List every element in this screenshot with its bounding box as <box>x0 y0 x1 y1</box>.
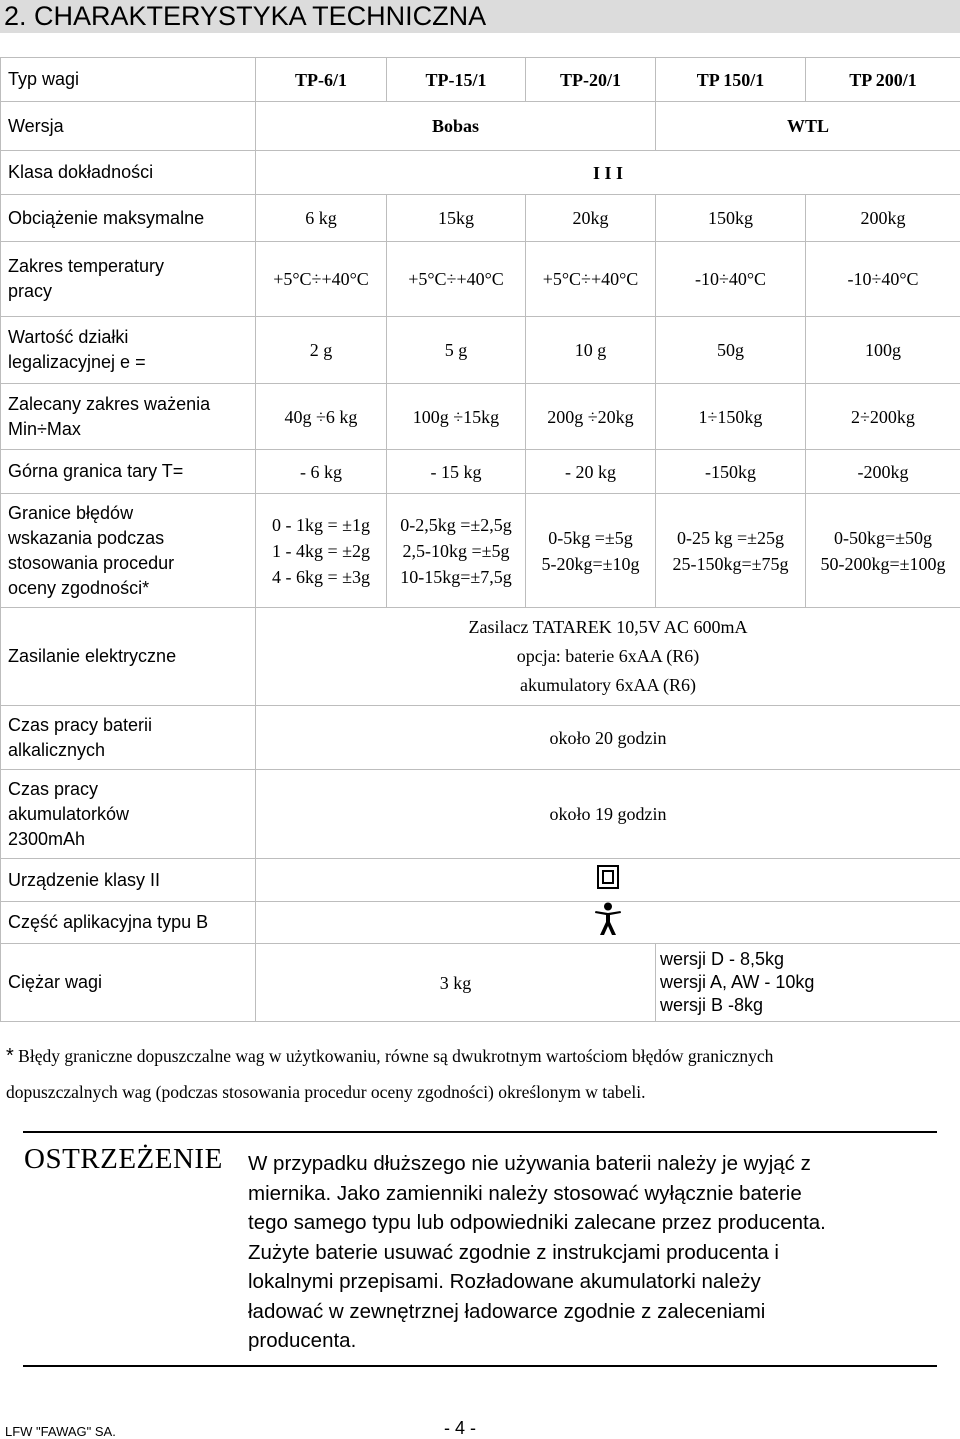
section-title: 2. CHARAKTERYSTYKA TECHNICZNA <box>0 0 960 33</box>
row-label-alkaline-battery-time: Czas pracy baterii alkalicznych <box>1 706 256 770</box>
table-row-temperature <box>1 242 960 317</box>
row-label-applied-part: Część aplikacyjna typu B <box>1 902 256 944</box>
alkaline-battery-time-value: około 20 godzin <box>256 706 960 770</box>
max-load-value: 200kg <box>806 195 960 242</box>
row-label-version: Wersja <box>1 102 256 151</box>
model-header: TP-15/1 <box>387 58 526 102</box>
table-row-tare-limit <box>1 450 960 494</box>
row-label-max-load: Obciążenie maksymalne <box>1 195 256 242</box>
max-load-value: 6 kg <box>256 195 387 242</box>
class-ii-icon <box>597 865 619 896</box>
table-row-accumulator-time <box>1 770 960 859</box>
row-label-accumulator-time: Czas pracy akumulatorków 2300mAh <box>1 770 256 859</box>
model-header: TP 150/1 <box>656 58 806 102</box>
temperature-value: +5°C÷+40°C <box>256 242 387 317</box>
footnote-line-2: dopuszczalnych wag (podczas stosowania procedur oceny zgodności) określonym w tabeli. <box>6 1074 956 1110</box>
device-class-value <box>256 859 960 902</box>
page-number: - 4 - <box>444 1418 476 1439</box>
row-label-device-class: Urządzenie klasy II <box>1 859 256 902</box>
table-row-alkaline-battery-time <box>1 706 960 770</box>
tare-value: -200kg <box>806 450 960 494</box>
row-label-power-supply: Zasilanie elektryczne <box>1 608 256 706</box>
range-value: 40g ÷6 kg <box>256 384 387 450</box>
max-load-value: 20kg <box>526 195 656 242</box>
scale-weight-wtl: wersji D - 8,5kg wersji A, AW - 10kg wersji B -8kg <box>656 944 960 1022</box>
footnote-line-1: Błędy graniczne dopuszczalne wag w użytkowaniu, równe są dwukrotnym wartościom błędów granicznych <box>18 1046 773 1066</box>
max-load-value: 150kg <box>656 195 806 242</box>
temperature-value: +5°C÷+40°C <box>526 242 656 317</box>
table-row-power-supply <box>1 608 960 706</box>
model-header: TP-6/1 <box>256 58 387 102</box>
table-row-accuracy-class <box>1 151 960 195</box>
warning-title: OSTRZEŻENIE <box>24 1143 223 1176</box>
table-row-max-load <box>1 195 960 242</box>
range-value: 100g ÷15kg <box>387 384 526 450</box>
range-value: 200g ÷20kg <box>526 384 656 450</box>
range-value: 2÷200kg <box>806 384 960 450</box>
division-value: 100g <box>806 317 960 384</box>
tare-value: - 6 kg <box>256 450 387 494</box>
division-value: 10 g <box>526 317 656 384</box>
row-label-tare-limit: Górna granica tary T= <box>1 450 256 494</box>
row-label-error-limits: Granice błędów wskazania podczas stosowania procedur oceny zgodności* <box>1 494 256 608</box>
table-row-version <box>1 102 960 151</box>
scale-weight-bobas: 3 kg <box>256 944 656 1022</box>
error-limits-cell: 0-5kg =±5g 5-20kg=±10g <box>526 494 656 608</box>
division-value: 5 g <box>387 317 526 384</box>
table-row-error-limits <box>1 494 960 608</box>
table-row-scale-type <box>1 58 960 102</box>
row-label-temperature: Zakres temperatury pracy <box>1 242 256 317</box>
range-value: 1÷150kg <box>656 384 806 450</box>
error-limits-cell: 0-25 kg =±25g 25-150kg=±75g <box>656 494 806 608</box>
tare-value: - 15 kg <box>387 450 526 494</box>
division-value: 2 g <box>256 317 387 384</box>
model-header: TP-20/1 <box>526 58 656 102</box>
type-b-applied-part-icon <box>593 902 623 943</box>
temperature-value: -10÷40°C <box>806 242 960 317</box>
warning-text: W przypadku dłuższego nie używania baterii należy je wyjąć z miernika. Jako zamienniki należy stosować wyłącznie baterie tego samego typu lub odpowiedniki zalecane przez producenta. Zużyte baterie usuwać zgodnie z instrukcjami producenta i lokalnymi przepisami. Rozładowane akumulatorki należy ładować w zewnętrznej ładowarce zgodnie z zaleceniami producenta. <box>248 1149 938 1356</box>
footnote-asterisk: * <box>6 1045 14 1067</box>
table-row-device-class <box>1 859 960 902</box>
accumulator-time-value: około 19 godzin <box>256 770 960 859</box>
model-header: TP 200/1 <box>806 58 960 102</box>
table-row-applied-part <box>1 902 960 944</box>
row-label-weighing-range: Zalecany zakres ważenia Min÷Max <box>1 384 256 450</box>
error-limits-cell: 0 - 1kg = ±1g 1 - 4kg = ±2g 4 - 6kg = ±3g <box>256 494 387 608</box>
accuracy-class-value: I I I <box>256 151 960 195</box>
division-value: 50g <box>656 317 806 384</box>
row-label-accuracy-class: Klasa dokładności <box>1 151 256 195</box>
row-label-scale-weight: Ciężar wagi <box>1 944 256 1022</box>
max-load-value: 15kg <box>387 195 526 242</box>
table-row-weighing-range <box>1 384 960 450</box>
footnote <box>6 1038 956 1110</box>
version-wtl: WTL <box>656 102 960 151</box>
error-limits-cell: 0-50kg=±50g 50-200kg=±100g <box>806 494 960 608</box>
error-limits-cell: 0-2,5kg =±2,5g 2,5-10kg =±5g 10-15kg=±7,5g <box>387 494 526 608</box>
power-supply-value: Zasilacz TATAREK 10,5V AC 600mA opcja: baterie 6xAA (R6) akumulatory 6xAA (R6) <box>256 608 960 706</box>
table-row-verification-division <box>1 317 960 384</box>
temperature-value: +5°C÷+40°C <box>387 242 526 317</box>
footer-company: LFW "FAWAG" SA. <box>5 1424 116 1439</box>
warning-box <box>23 1131 937 1367</box>
row-label-verification-division: Wartość działki legalizacyjnej e = <box>1 317 256 384</box>
tare-value: -150kg <box>656 450 806 494</box>
table-row-scale-weight <box>1 944 960 1022</box>
row-label-scale-type: Typ wagi <box>1 58 256 102</box>
temperature-value: -10÷40°C <box>656 242 806 317</box>
tare-value: - 20 kg <box>526 450 656 494</box>
technical-specification-table <box>0 57 960 1022</box>
applied-part-value <box>256 902 960 944</box>
version-bobas: Bobas <box>256 102 656 151</box>
